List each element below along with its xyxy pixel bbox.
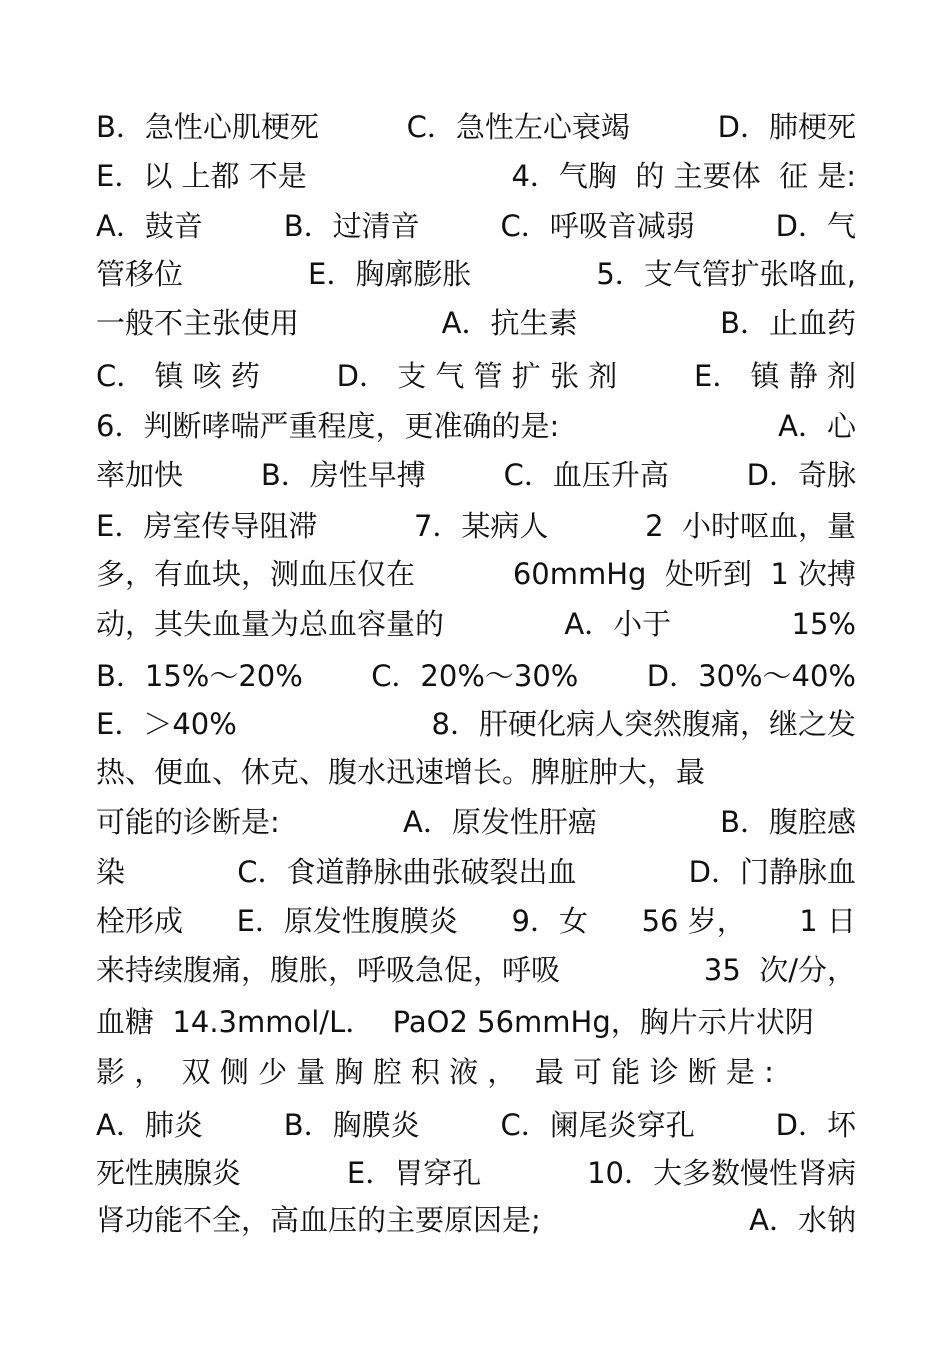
text-segment: D． 支 气 管 扩 张 剂 [336,359,618,393]
text-line [96,356,856,396]
text-segment: 热、便血、休克、腹水迅速增长。脾脏肿大，最 [96,755,706,789]
text-segment: C．急性左心衰竭 [406,110,630,144]
text-segment: D．气 [775,209,856,243]
text-line [96,1200,856,1240]
text-segment: 9．女 [511,904,588,938]
text-segment: A．原发性肝癌 [403,805,597,839]
text-segment: C． 镇 咳 药 [96,359,260,393]
text-segment: 栓形成 [96,904,184,938]
text-line [96,206,856,246]
text-segment: E．以 上都 不是 [96,159,307,193]
text-line [96,406,856,446]
text-segment: 血糖 14.3mmol/L． PaO2 56mmHg，胸片示片状阴 [96,1005,814,1039]
text-segment: 60mmHg 处听到 1 次搏 [512,557,856,591]
text-segment: 8．肝硬化病人突然腹痛，继之发 [431,707,856,741]
text-segment: E．原发性腹膜炎 [236,904,458,938]
text-line [96,1052,856,1092]
text-segment: C．血压升高 [503,458,669,492]
text-line [96,303,856,343]
text-segment: 管移位 [96,257,184,291]
text-segment: B．急性心肌梗死 [96,110,319,144]
text-segment: E．胸廓膨胀 [308,257,472,291]
text-line [96,656,856,696]
text-segment: A．小于 [564,607,672,641]
text-segment: 可能的诊断是: [96,805,280,839]
text-segment: B．腹腔感 [720,805,856,839]
text-segment: D．30%～40% [646,659,856,693]
text-segment: D．坏 [775,1108,856,1142]
text-segment: A．水钠 [749,1203,856,1237]
text-line [96,1002,856,1042]
text-line [96,107,856,147]
text-segment: A．抗生素 [441,306,578,340]
text-segment: A．心 [778,409,856,443]
text-segment: E．＞40% [96,707,237,741]
text-segment: 多，有血块，测血压仅在 [96,557,416,591]
text-segment: 影 ， 双 侧 少 量 胸 腔 积 液 ， 最 可 能 诊 断 是 : [96,1055,774,1089]
text-segment: 5．支气管扩张咯血, [596,257,856,291]
text-segment: C．食道静脉曲张破裂出血 [237,855,577,889]
text-line [96,1153,856,1193]
text-segment: B．止血药 [720,306,856,340]
text-segment: 4．气胸 的 主要体 征 是: [511,159,856,193]
text-line [96,254,856,294]
text-segment: B．15%～20% [96,659,303,693]
text-segment: 死性胰腺炎 [96,1156,242,1190]
text-segment: 2 小时呕血，量 [645,509,856,543]
text-segment: 1 日 [799,904,856,938]
text-line [96,752,856,792]
text-segment: 来持续腹痛，腹胀，呼吸急促，呼吸 [96,953,561,987]
text-segment: 56 岁， [641,904,746,938]
text-segment: A．肺炎 [96,1108,203,1142]
text-line [96,156,856,196]
text-segment: D．门静脉血 [688,855,856,889]
text-segment: E． 镇 静 剂 [694,359,856,393]
text-segment: C．20%～30% [371,659,579,693]
text-line [96,802,856,842]
text-segment: 6．判断哮喘严重程度，更准确的是: [96,409,560,443]
text-line [96,901,856,941]
text-line [96,604,856,644]
text-segment: 一般不主张使用 [96,306,300,340]
text-segment: D．肺梗死 [717,110,856,144]
text-segment: 率加快 [96,458,184,492]
text-segment: C．呼吸音减弱 [500,209,695,243]
text-segment: 10．大多数慢性肾病 [587,1156,856,1190]
text-segment: A．鼓音 [96,209,203,243]
text-line [96,950,856,990]
text-line [96,506,856,546]
text-line [96,554,856,594]
text-segment: E．房室传导阻滞 [96,509,318,543]
text-segment: D．奇脉 [746,458,856,492]
text-segment: B．房性早搏 [260,458,426,492]
text-segment: E．胃穿孔 [346,1156,482,1190]
text-segment: 染 [96,855,126,889]
text-segment: 35 次/分， [703,953,856,987]
text-line [96,852,856,892]
text-segment: 15% [791,607,856,641]
text-segment: B．胸膜炎 [283,1108,420,1142]
text-line [96,704,856,744]
text-line [96,455,856,495]
text-segment: B．过清音 [283,209,420,243]
text-segment: 7．某病人 [413,509,549,543]
text-line [96,1105,856,1145]
text-segment: C．阑尾炎穿孔 [500,1108,695,1142]
text-segment: 肾功能不全，高血压的主要原因是; [96,1203,541,1237]
text-segment: 动，其失血量为总血容量的 [96,607,445,641]
